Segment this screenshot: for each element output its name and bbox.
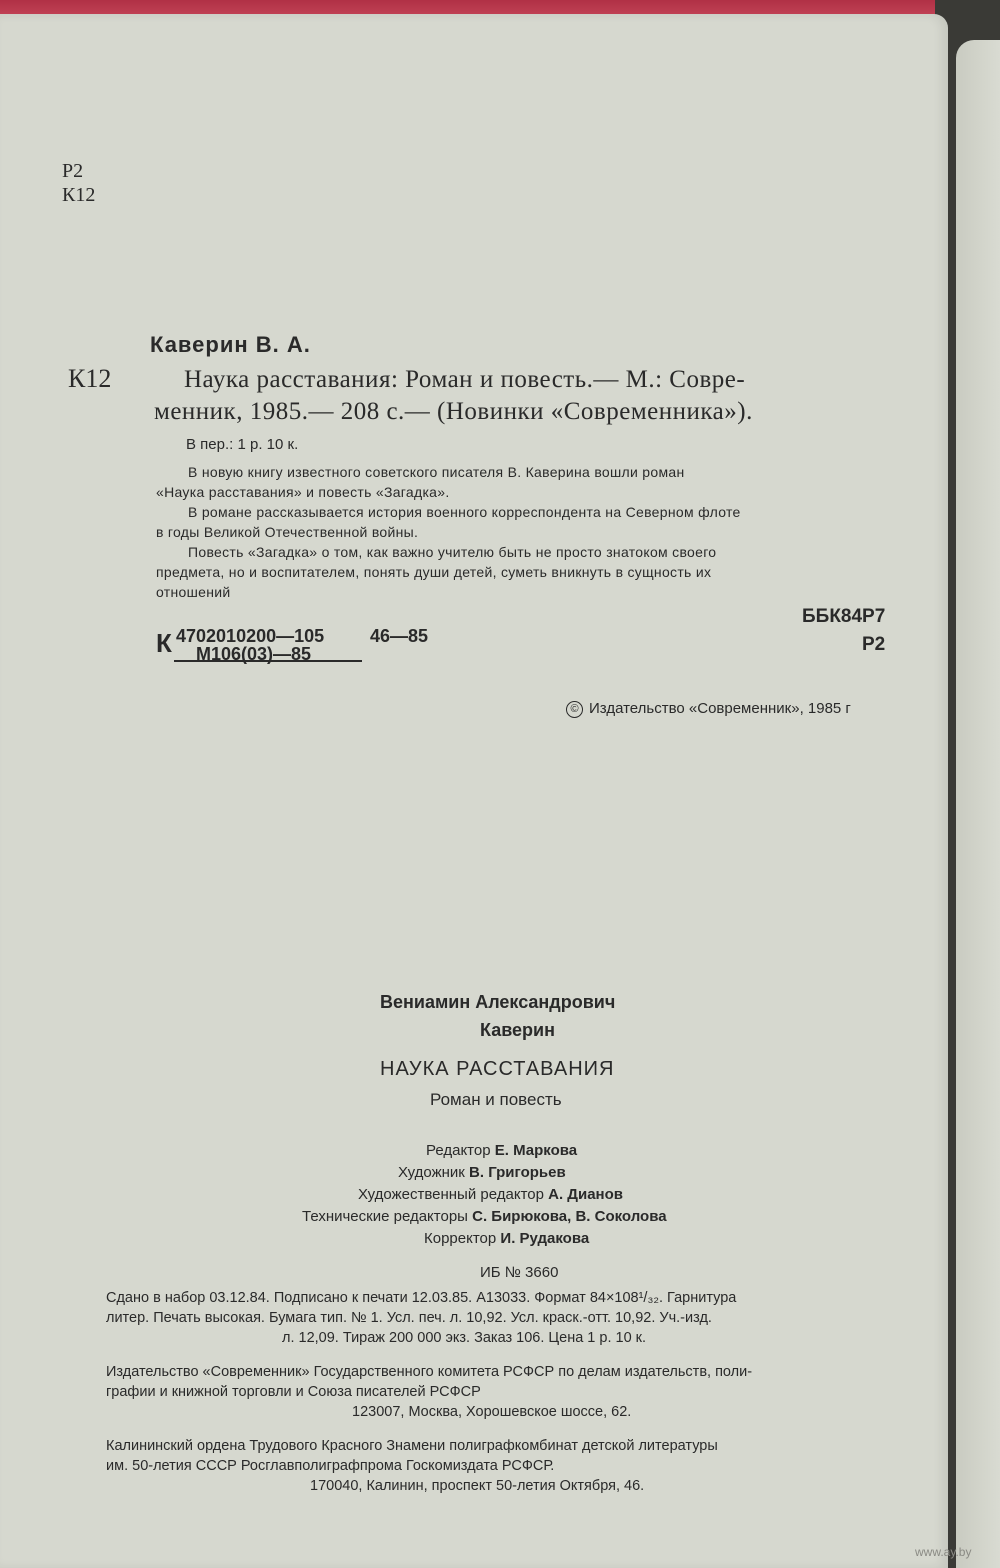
annotation-3-line-1: Повесть «Загадка» о том, как важно учителю быть не просто знатоком своего [188, 544, 717, 560]
card-description-line-1: Наука расставания: Роман и повесть.— М.: Совре- [184, 366, 746, 393]
credit-proofreader: Корректор И. Рудакова [424, 1230, 590, 1247]
annotation-3-line-3: отношений [156, 584, 231, 600]
annotation-3-line-2: предмета, но и воспитателем, понять души детей, суметь вникнуть в сущность их [156, 564, 712, 580]
watermark: www.ay.by [915, 1545, 972, 1559]
next-page-edge [956, 40, 1000, 1568]
card-index: К12 [68, 364, 112, 393]
card-author: Каверин В. А. [150, 332, 311, 357]
colophon-title: НАУКА РАССТАВАНИЯ [380, 1058, 615, 1080]
card-price: В пер.: 1 р. 10 к. [186, 436, 299, 453]
publisher-line-1: Издательство «Современник» Государственного комитета РСФСР по делам издательств, поли- [106, 1364, 753, 1380]
k-code-letter: К [156, 628, 172, 658]
k-code-denominator: М106(03)—85 [196, 644, 312, 664]
classification-code-2: К12 [62, 184, 96, 206]
publisher-address: 123007, Москва, Хорошевское шоссе, 62. [352, 1404, 632, 1420]
copyright-line [566, 700, 851, 718]
print-info-line-3: л. 12,09. Тираж 200 000 экз. Заказ 106. Цена 1 р. 10 к. [282, 1330, 647, 1346]
print-info-line-2: литер. Печать высокая. Бумага тип. № 1. Усл. печ. л. 10,92. Усл. краск.-отт. 10,92. Уч.-изд. [106, 1310, 712, 1326]
annotation-2-line-2: в годы Великой Отечественной войны. [156, 524, 419, 540]
ib-number: ИБ № 3660 [480, 1264, 559, 1281]
annotation-1-line-1: В новую книгу известного советского писателя В. Каверина вошли роман [188, 464, 685, 480]
printing-plant-line-1: Калининский ордена Трудового Красного Знамени полиграфкомбинат детской литературы [106, 1438, 718, 1454]
classification-code-1: Р2 [62, 160, 84, 182]
colophon-author-line-2: Каверин [480, 1020, 555, 1040]
credit-art-editor: Художественный редактор А. Дианов [358, 1186, 624, 1203]
k-code-numerator: 4702010200—105 [176, 626, 325, 646]
credit-tech-editors: Технические редакторы С. Бирюкова, В. Соколова [302, 1208, 667, 1225]
annotation-2-line-1: В романе рассказывается история военного корреспондента на Северном флоте [188, 504, 741, 520]
annotation-1-line-2: «Наука расставания» и повесть «Загадка». [156, 484, 450, 500]
book-page [0, 14, 948, 1568]
printing-plant-line-2: им. 50-летия СССР Росглавполиграфпрома Госкомиздата РСФСР. [106, 1458, 555, 1474]
colophon-subtitle: Роман и повесть [430, 1090, 562, 1109]
copyright-text: Издательство «Современник», 1985 г [589, 700, 851, 717]
colophon-author-line-1: Вениамин Александрович [380, 992, 616, 1012]
card-description-line-2: менник, 1985.— 208 с.— (Новинки «Современника»). [154, 398, 753, 425]
credit-artist: Художник В. Григорьев [398, 1164, 566, 1181]
bbk-code-2: Р2 [862, 634, 886, 655]
copyright-icon: © [566, 701, 583, 718]
bbk-code: ББК84Р7 [802, 606, 886, 627]
print-info-line-1: Сдано в набор 03.12.84. Подписано к печати 12.03.85. А13033. Формат 84×108¹/₃₂. Гарнитура [106, 1290, 737, 1306]
printing-plant-address: 170040, Калинин, проспект 50-летия Октября, 46. [310, 1478, 645, 1494]
credit-editor: Редактор Е. Маркова [426, 1142, 578, 1159]
k-code-suffix: 46—85 [370, 626, 429, 646]
publisher-line-2: графии и книжной торговли и Союза писателей РСФСР [106, 1384, 481, 1400]
